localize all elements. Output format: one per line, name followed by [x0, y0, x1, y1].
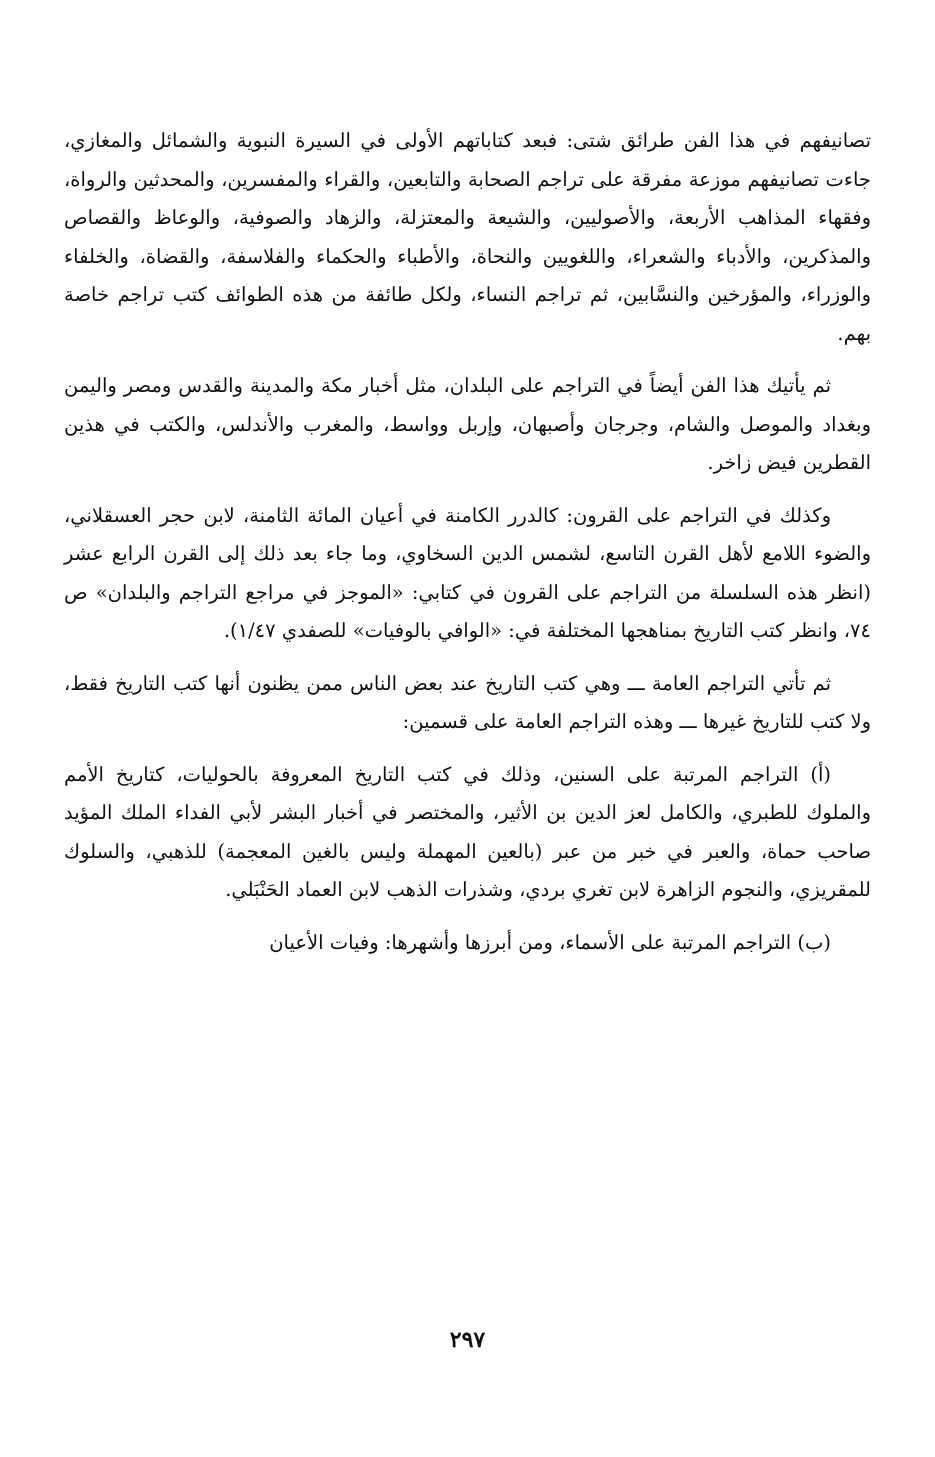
page-number: ٢٩٧ [449, 1327, 486, 1353]
page-body [64, 122, 871, 976]
paragraph-section-b: (ب) التراجم المرتبة على الأسماء، ومن أبرزها وأشهرها: وفيات الأعيان [269, 930, 831, 954]
paragraph-section-a: (أ) التراجم المرتبة على السنين، وذلك في كتب التاريخ المعروفة بالحوليات، كتاريخ الأمم والملوك للطبري، والكامل لعز الدين بن الأثير، والمختصر في أخبار البشر لأبي الفداء الملك المؤيد صاحب حماة، والعبر في خبر من عبر (بالعين المهملة وليس بالغين المعجمة) للذهبي، والسلوك للمقريزي، والنجوم الزاهرة لابن تغري بردي، وشذرات الذهب لابن العماد الحَنْبَلي. [64, 762, 871, 901]
paragraph-authors-classes: تصانيفهم في هذا الفن طرائق شتى: فبعد كتاباتهم الأولى في السيرة النبوية والشمائل والمغازي، جاءت تصانيفهم موزعة مفرقة على تراجم الصحابة والتابعين، والقراء والمفسرين، والمحدثين والرواة، وفقهاء المذاهب الأربعة، والأصوليين، والشيعة والمعتزلة، والزهاد والصوفية، والوعاظ والقصاص والمذكرين، والأدباء والشعراء، واللغويين والنحاة، والأطباء والحكماء والفلاسفة، والقضاة، والخلفاء والوزراء، والمؤرخين والنسَّابين، ثم تراجم النساء، ولكل طائفة من هذه الطوائف كتب تراجم خاصة بهم. [64, 129, 871, 345]
paragraph-countries: ثم يأتيك هذا الفن أيضاً في التراجم على البلدان، مثل أخبار مكة والمدينة والقدس ومصر واليمن وبغداد والموصل والشام، وجرجان وأصبهان، وإربل وواسط، والمغرب والأندلس، والكتب في هذين القطرين فيض زاخر. [64, 374, 871, 474]
paragraph-centuries: وكذلك في التراجم على القرون: كالدرر الكامنة في أعيان المائة الثامنة، لابن حجر العسقلاني، والضوء اللامع لأهل القرن التاسع، لشمس الدين السخاوي، وما جاء بعد ذلك إلى القرن الرابع عشر (انظر هذه السلسلة من التراجم على القرون في كتابي: «الموجز في مراجع التراجم والبلدان» ص ٧٤، وانظر كتب التاريخ بمناهجها المختلفة في: «الوافي بالوفيات» للصفدي ١/٤٧). [64, 503, 871, 642]
paragraph-general-biographies: ثم تأتي التراجم العامة ـــ وهي كتب التاريخ عند بعض الناس ممن يظنون أنها كتب التاريخ فقط، ولا كتب للتاريخ غيرها ـــ وهذه التراجم العامة على قسمين: [64, 671, 871, 733]
